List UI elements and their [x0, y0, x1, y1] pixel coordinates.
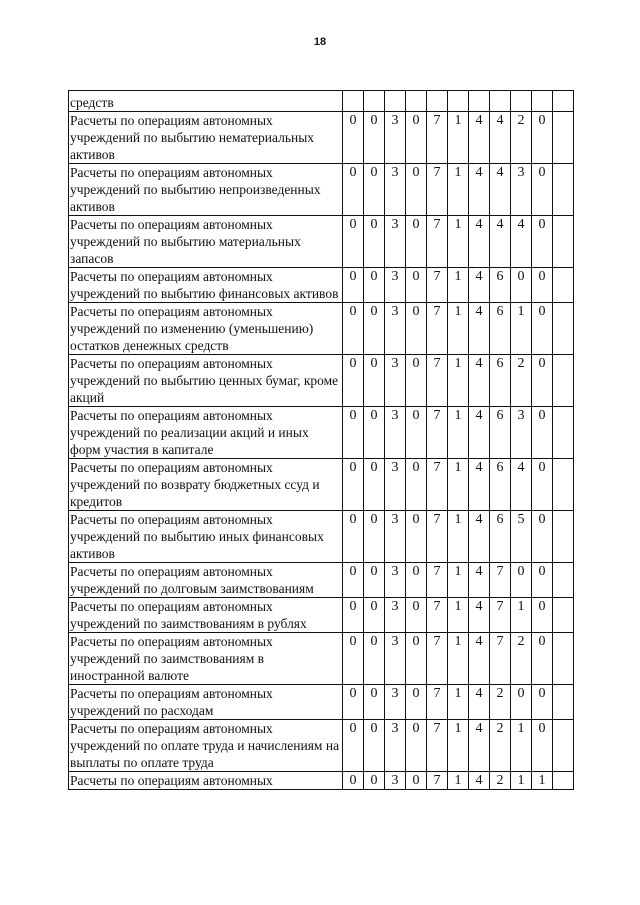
code-digit: 3	[385, 216, 406, 268]
code-digit: 3	[385, 511, 406, 563]
code-digit	[385, 91, 406, 112]
code-digit: 3	[385, 112, 406, 164]
code-digit: 0	[343, 633, 364, 685]
code-digit: 5	[511, 511, 532, 563]
code-digit: 4	[469, 598, 490, 633]
account-description: Расчеты по операциям автономных учреждений по выбытию финансовых активов	[69, 268, 343, 303]
code-digit: 3	[385, 164, 406, 216]
code-digit	[511, 91, 532, 112]
code-digit	[406, 91, 427, 112]
code-digit: 0	[343, 268, 364, 303]
code-digit: 0	[406, 112, 427, 164]
code-digit: 7	[427, 720, 448, 772]
code-digit: 7	[427, 772, 448, 790]
code-digit	[490, 91, 511, 112]
account-description: Расчеты по операциям автономных учреждений по выбытию ценных бумаг, кроме акций	[69, 355, 343, 407]
code-digit: 1	[448, 511, 469, 563]
code-digit	[553, 112, 574, 164]
code-digit: 0	[343, 407, 364, 459]
code-digit	[553, 772, 574, 790]
code-digit: 6	[490, 303, 511, 355]
code-digit: 0	[364, 563, 385, 598]
code-digit	[343, 91, 364, 112]
code-digit: 0	[364, 407, 385, 459]
code-digit: 3	[511, 164, 532, 216]
code-digit: 7	[427, 164, 448, 216]
code-digit: 7	[427, 216, 448, 268]
code-digit: 0	[406, 685, 427, 720]
code-digit: 0	[343, 720, 364, 772]
table-row	[69, 598, 574, 633]
code-digit	[553, 91, 574, 112]
code-digit: 3	[511, 407, 532, 459]
code-digit: 1	[511, 720, 532, 772]
code-digit: 0	[532, 164, 553, 216]
code-digit: 0	[343, 511, 364, 563]
code-digit: 1	[448, 268, 469, 303]
code-digit: 0	[406, 268, 427, 303]
table-row	[69, 164, 574, 216]
code-digit: 3	[385, 598, 406, 633]
account-description: Расчеты по операциям автономных учреждений по заимствованиям в иностранной валюте	[69, 633, 343, 685]
code-digit	[532, 91, 553, 112]
code-digit	[553, 511, 574, 563]
code-digit: 0	[343, 303, 364, 355]
code-digit: 0	[406, 407, 427, 459]
code-digit	[364, 91, 385, 112]
code-digit: 0	[532, 112, 553, 164]
code-digit	[553, 407, 574, 459]
table-row	[69, 355, 574, 407]
code-digit: 0	[406, 164, 427, 216]
code-digit: 1	[448, 563, 469, 598]
code-digit: 0	[364, 511, 385, 563]
code-digit: 0	[532, 563, 553, 598]
code-digit: 0	[532, 268, 553, 303]
table-row	[69, 112, 574, 164]
code-digit	[553, 633, 574, 685]
code-digit: 2	[511, 633, 532, 685]
code-digit	[427, 91, 448, 112]
code-digit: 0	[343, 355, 364, 407]
code-digit: 7	[427, 633, 448, 685]
code-digit: 1	[532, 772, 553, 790]
code-digit: 6	[490, 459, 511, 511]
code-digit: 4	[469, 303, 490, 355]
code-digit: 0	[532, 216, 553, 268]
code-digit: 3	[385, 633, 406, 685]
code-digit: 4	[490, 112, 511, 164]
account-description: Расчеты по операциям автономных учреждений по выбытию материальных запасов	[69, 216, 343, 268]
code-digit: 1	[511, 598, 532, 633]
code-digit: 0	[364, 303, 385, 355]
code-digit: 0	[406, 772, 427, 790]
table-row	[69, 407, 574, 459]
table-row	[69, 459, 574, 511]
code-digit	[553, 216, 574, 268]
code-digit: 4	[469, 216, 490, 268]
account-description: Расчеты по операциям автономных учреждений по расходам	[69, 685, 343, 720]
code-digit: 4	[469, 355, 490, 407]
code-digit: 0	[364, 268, 385, 303]
code-digit	[553, 598, 574, 633]
code-digit: 0	[532, 511, 553, 563]
table-row	[69, 633, 574, 685]
page-number: 18	[313, 36, 327, 48]
code-digit: 4	[469, 407, 490, 459]
code-digit	[469, 91, 490, 112]
code-digit: 1	[448, 112, 469, 164]
code-digit: 6	[490, 511, 511, 563]
code-digit: 3	[385, 407, 406, 459]
code-digit: 1	[511, 772, 532, 790]
code-digit: 0	[364, 772, 385, 790]
code-digit: 4	[469, 112, 490, 164]
code-digit: 7	[427, 511, 448, 563]
code-digit	[553, 303, 574, 355]
code-digit: 7	[490, 598, 511, 633]
account-description: Расчеты по операциям автономных учреждений по выбытию непроизведенных активов	[69, 164, 343, 216]
code-digit: 0	[406, 355, 427, 407]
account-description: Расчеты по операциям автономных учреждений по реализации акций и иных форм участия в капитале	[69, 407, 343, 459]
code-digit: 6	[490, 355, 511, 407]
code-digit: 4	[511, 459, 532, 511]
code-digit: 4	[490, 216, 511, 268]
code-digit: 3	[385, 355, 406, 407]
account-code-table	[68, 90, 574, 790]
code-digit: 4	[469, 633, 490, 685]
code-digit: 4	[469, 563, 490, 598]
table-row	[69, 303, 574, 355]
code-digit: 7	[490, 633, 511, 685]
account-code-table-body	[69, 91, 574, 790]
code-digit: 7	[427, 407, 448, 459]
code-digit: 0	[343, 685, 364, 720]
code-digit: 1	[448, 164, 469, 216]
code-digit: 0	[406, 303, 427, 355]
code-digit: 0	[364, 164, 385, 216]
code-digit	[448, 91, 469, 112]
code-digit: 0	[364, 355, 385, 407]
code-digit: 1	[448, 303, 469, 355]
code-digit: 0	[343, 112, 364, 164]
code-digit: 0	[532, 459, 553, 511]
code-digit: 0	[406, 720, 427, 772]
account-description: Расчеты по операциям автономных учреждений по оплате труда и начислениям на выплаты по оплате труда	[69, 720, 343, 772]
code-digit: 1	[448, 355, 469, 407]
code-digit: 0	[532, 303, 553, 355]
code-digit: 3	[385, 303, 406, 355]
account-description: Расчеты по операциям автономных учреждений по возврату бюджетных ссуд и кредитов	[69, 459, 343, 511]
table-row	[69, 216, 574, 268]
code-digit: 7	[427, 355, 448, 407]
code-digit: 0	[532, 598, 553, 633]
code-digit: 2	[511, 355, 532, 407]
code-digit: 0	[532, 720, 553, 772]
code-digit: 6	[490, 407, 511, 459]
code-digit: 0	[343, 563, 364, 598]
code-digit: 1	[448, 459, 469, 511]
code-digit	[553, 685, 574, 720]
code-digit: 0	[364, 112, 385, 164]
account-description: Расчеты по операциям автономных учреждений по заимствованиям в рублях	[69, 598, 343, 633]
code-digit: 0	[511, 268, 532, 303]
table-row	[69, 720, 574, 772]
code-digit: 0	[406, 511, 427, 563]
code-digit: 0	[364, 685, 385, 720]
code-digit: 7	[490, 563, 511, 598]
code-digit: 0	[532, 685, 553, 720]
code-digit: 0	[343, 164, 364, 216]
code-digit: 0	[406, 563, 427, 598]
code-digit	[553, 355, 574, 407]
account-description: Расчеты по операциям автономных учреждений по выбытию нематериальных активов	[69, 112, 343, 164]
code-digit: 0	[343, 598, 364, 633]
code-digit: 0	[532, 633, 553, 685]
table-row	[69, 772, 574, 790]
code-digit: 1	[448, 598, 469, 633]
code-digit: 4	[469, 772, 490, 790]
code-digit: 2	[511, 112, 532, 164]
code-digit: 0	[511, 685, 532, 720]
code-digit: 0	[364, 216, 385, 268]
code-digit: 0	[364, 598, 385, 633]
code-digit: 3	[385, 720, 406, 772]
table-row	[69, 685, 574, 720]
code-digit: 2	[490, 685, 511, 720]
code-digit	[553, 720, 574, 772]
code-digit: 0	[343, 216, 364, 268]
table-row	[69, 268, 574, 303]
code-digit: 3	[385, 772, 406, 790]
code-digit: 4	[490, 164, 511, 216]
code-digit: 0	[406, 459, 427, 511]
account-description: средств	[69, 91, 343, 112]
table-row	[69, 563, 574, 598]
code-digit: 2	[490, 772, 511, 790]
code-digit: 0	[406, 633, 427, 685]
code-digit: 0	[364, 633, 385, 685]
code-digit: 4	[469, 459, 490, 511]
code-digit: 1	[448, 720, 469, 772]
code-digit: 7	[427, 303, 448, 355]
account-description: Расчеты по операциям автономных учреждений по изменению (уменьшению) остатков денежных средств	[69, 303, 343, 355]
code-digit: 1	[448, 685, 469, 720]
code-digit: 7	[427, 112, 448, 164]
code-digit: 4	[469, 164, 490, 216]
code-digit: 1	[448, 772, 469, 790]
code-digit: 7	[427, 598, 448, 633]
code-digit: 1	[448, 216, 469, 268]
code-digit: 3	[385, 685, 406, 720]
code-digit: 0	[343, 459, 364, 511]
table-row	[69, 91, 574, 112]
code-digit: 0	[532, 355, 553, 407]
code-digit: 0	[364, 459, 385, 511]
code-digit: 1	[511, 303, 532, 355]
code-digit: 3	[385, 459, 406, 511]
code-digit: 0	[343, 772, 364, 790]
code-digit: 0	[532, 407, 553, 459]
code-digit: 0	[406, 216, 427, 268]
code-digit: 0	[511, 563, 532, 598]
code-digit: 6	[490, 268, 511, 303]
code-digit: 7	[427, 459, 448, 511]
code-digit: 4	[469, 720, 490, 772]
code-digit: 4	[469, 685, 490, 720]
code-digit: 7	[427, 563, 448, 598]
code-digit: 7	[427, 685, 448, 720]
code-digit: 4	[469, 511, 490, 563]
code-digit: 2	[490, 720, 511, 772]
code-digit	[553, 563, 574, 598]
account-description: Расчеты по операциям автономных	[69, 772, 343, 790]
code-digit: 1	[448, 633, 469, 685]
code-digit	[553, 268, 574, 303]
account-description: Расчеты по операциям автономных учреждений по выбытию иных финансовых активов	[69, 511, 343, 563]
code-digit: 0	[364, 720, 385, 772]
table-row	[69, 511, 574, 563]
code-digit: 1	[448, 407, 469, 459]
account-description: Расчеты по операциям автономных учреждений по долговым заимствованиям	[69, 563, 343, 598]
code-digit	[553, 164, 574, 216]
code-digit: 4	[469, 268, 490, 303]
code-digit: 0	[406, 598, 427, 633]
code-digit: 3	[385, 268, 406, 303]
code-digit	[553, 459, 574, 511]
code-digit: 4	[511, 216, 532, 268]
code-digit: 7	[427, 268, 448, 303]
code-digit: 3	[385, 563, 406, 598]
